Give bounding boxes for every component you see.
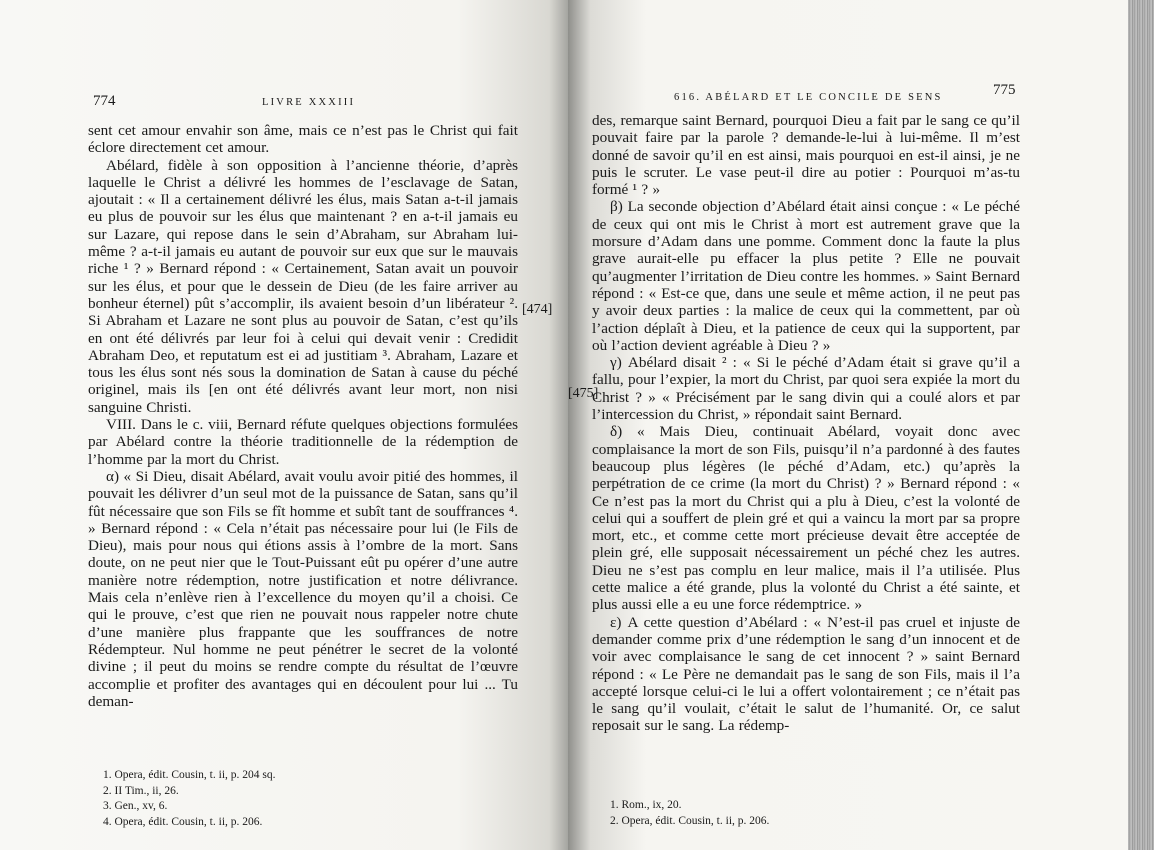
book-page-edges	[1128, 0, 1154, 850]
left-page	[0, 0, 572, 850]
left-paragraph-3: VIII. Dans le c. viii, Bernard réfute quelques objections formulées par Abélard contre la théorie traditionnelle de la rédemption de l’homme par la mort du Christ.	[88, 416, 518, 468]
right-paragraph-3: γ) Abélard disait ² : « Si le péché d’Adam était si grave qu’il a fallu, pour l’expier, la mort du Christ, par quoi sera expiée la mort du Christ ? » « Précisément par le sang divin qui a coulé alors et par l’intercession du Christ, » répondait saint Bernard.	[592, 354, 1020, 424]
left-paragraph-1: sent cet amour envahir son âme, mais ce n’est pas le Christ qui fait éclore directement cet amour.	[88, 122, 518, 157]
left-footnote-4: 4. Opera, édit. Cousin, t. ii, p. 206.	[103, 815, 263, 828]
right-paragraph-4: δ) « Mais Dieu, continuait Abélard, voyait donc avec complaisance la mort de son Fils, puisqu’il n’a pardonné à des fautes beaucoup plus légères (le péché d’Adam, etc.) qu’après la perpétration de ce crime (la mort du Christ) ? » Bernard répond : « Ce n’est pas la mort du Christ qui a plu à Dieu, c’est la volonté de celui qui a souffert de plein gré et qui a vaincu la mort par sa propre mort, etc., et comme cette mort précieuse devait être acceptée de plein gré, elle supposait nécessairement un péché chez les autres. Dieu ne s’est pas complu en leur malice, mais il l’a utilisée. Plus cette malice a été grande, plus la volonté du Christ a été sainte, et plus aussi elle a eu une force rédemptrice. »	[592, 423, 1020, 614]
left-footnote-2: 2. II Tim., ii, 26.	[103, 784, 179, 797]
right-margin-note: [475]	[568, 386, 599, 401]
right-footnote-2: 2. Opera, édit. Cousin, t. ii, p. 206.	[610, 814, 770, 827]
left-footnote-1: 1. Opera, édit. Cousin, t. ii, p. 204 sq.	[103, 769, 276, 781]
right-paragraph-2: β) La seconde objection d’Abélard était ainsi conçue : « Le péché de ceux qui ont mis le Christ à mort est autrement grave que la morsure d’Adam dans une pomme. Comment donc la faute la plus grave aurait-elle pu effacer la plus petite ? Elle ne pouvait qu’augmenter l’irritation de Dieu contre les hommes. » Saint Bernard répond : « Est-ce que, dans une seule et même action, il ne peut pas y avoir deux parties : la malice de ceux qui la commettent, par où l’action déplaît à Dieu, et la patience de ceux qui la supportent, par où l’action devient agréable à Dieu ? »	[592, 198, 1020, 354]
right-running-head: 616. ABÉLARD ET LE CONCILE DE SENS	[674, 92, 943, 103]
left-paragraph-4: α) « Si Dieu, disait Abélard, avait voulu avoir pitié des hommes, il pouvait les délivrer d’un seul mot de la puissance de Satan, sans qu’il fût nécessaire que son Fils se fît homme et subît tant de souffrances ⁴. » Bernard répond : « Cela n’était pas nécessaire pour lui (le Fils de Dieu), mais pour nous qui étions assis à l’ombre de la mort. Sans doute, on ne peut nier que le Tout-Puissant eût pu opérer d’une autre manière notre rédemption, notre justification et notre délivrance. Mais cela n’enlève rien à l’excellence du moyen qu’il a choisi. Ce qui le prouve, c’est que rien ne pouvait nous rappeler notre chute d’une manière plus frappante que les souffrances de notre Rédempteur. Nul homme ne peut pénétrer le secret de la volonté divine ; il peut du moins se rendre compte du résultat de l’œuvre accomplie et profiter des avantages qui en découlent pour lui ... Tu deman-	[88, 467, 518, 710]
left-footnote-3: 3. Gen., xv, 6.	[103, 800, 168, 813]
left-paragraph-2: Abélard, fidèle à son opposition à l’ancienne théorie, d’après laquelle le Christ a délivré les hommes de l’esclavage de Satan, ajoutait : « Il a certainement délivré les élus, mais Satan a-t-il jamais eu plus de pouvoir sur les élus que maintenant ? en a-t-il jamais eu sur Lazare, qui repose dans le sein d’Abraham, sur Abraham lui-même ? a-t-il jamais eu autant de pouvoir sur eux que sur le mauvais riche ¹ ? » Bernard répond : « Certainement, Satan avait un pouvoir sur les élus, et pour que le dessein de Dieu (de les faire arriver au bonheur éternel) pût s’accomplir, ils avaient besoin d’un libérateur ². Si Abraham et Lazare ne sont plus au pouvoir de Satan, c’est qu’ils en ont été délivrés par leur foi à celui qui devait venir : Credidit Abraham Deo, et reputatum est ei ad justitiam ³. Abraham, Lazare et tous les élus sont nés sous la domination de Satan à cause du péché originel, mais ils [en ont été délivrés avant leur mort, non nisi sanguine Christi.	[88, 156, 518, 416]
left-running-head: LIVRE XXXIII	[262, 97, 356, 108]
right-footnotes	[610, 798, 990, 829]
right-page-number: 775	[993, 82, 1016, 98]
left-margin-note: [474]	[522, 302, 553, 317]
right-page	[568, 0, 1128, 850]
right-paragraph-1: des, remarque saint Bernard, pourquoi Dieu a fait par le sang ce qu’il pouvait faire par la parole ? demande-le-lui à lui-même. Il m’est donné de savoir qu’il en est ainsi, mais pourquoi en est-il ainsi, je ne puis le scruter. Le vase peut-il dire au potier : Pourquoi m’as-tu formé ¹ ? »	[592, 112, 1020, 199]
left-page-number: 774	[93, 93, 116, 109]
left-footnotes	[103, 768, 503, 830]
right-footnote-1: 1. Rom., ix, 20.	[610, 799, 682, 811]
left-body-text	[88, 122, 518, 710]
right-body-text	[592, 112, 1020, 735]
right-paragraph-5: ε) A cette question d’Abélard : « N’est-il pas cruel et injuste de demander comme prix d’une rédemption le sang d’un innocent et de voir avec complaisance le sang de cet innocent ? » saint Bernard répond : « Le Père ne demandait pas le sang de son Fils, mais il l’a accepté lorsque celui-ci le lui a offert volontairement ; ce n’était pas le sang qu’il voulait, c’était le salut de l’humanité. Or, ce salut reposait sur le sang. La rédemp-	[592, 613, 1020, 735]
